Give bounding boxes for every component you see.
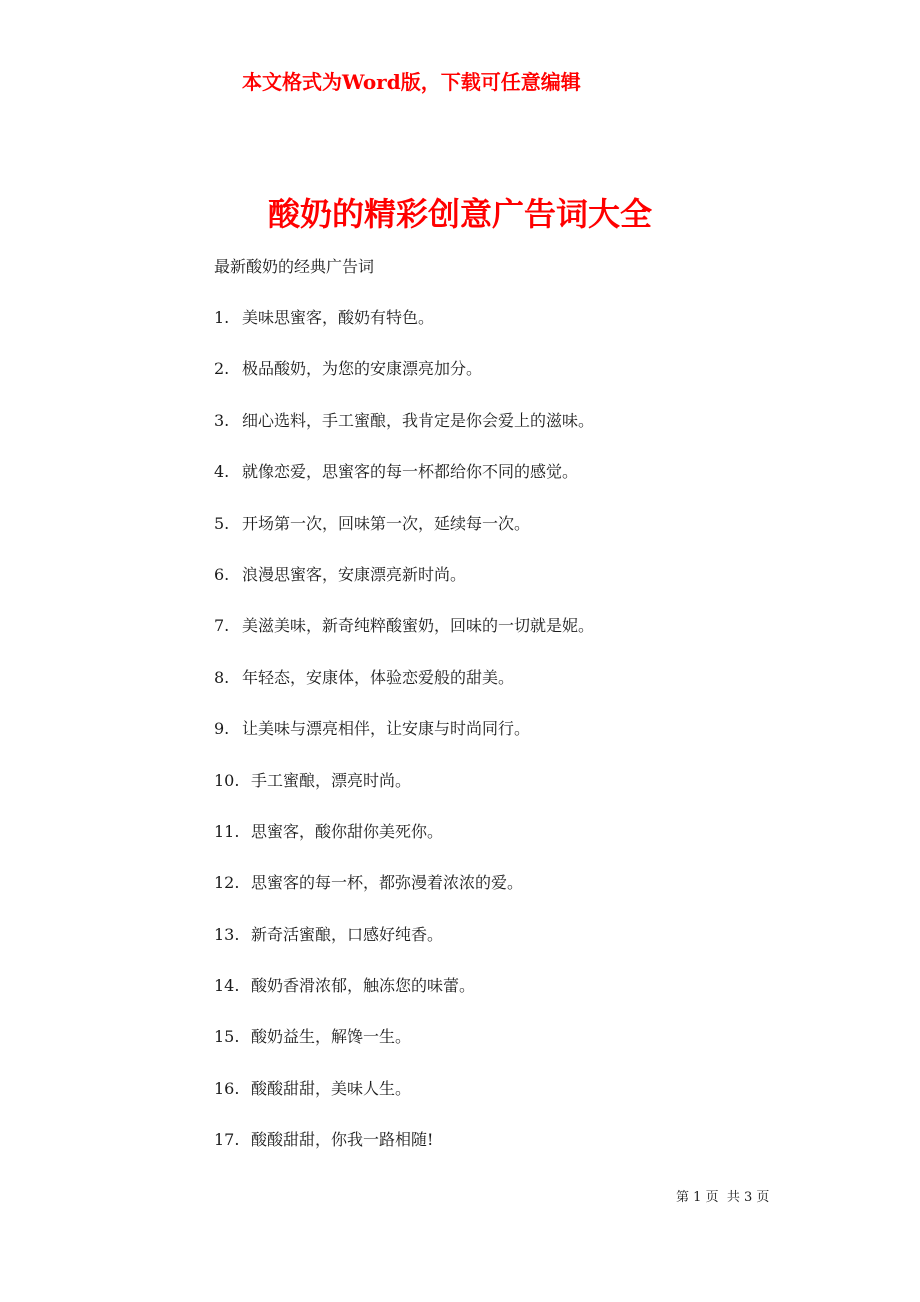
item-number: 8. <box>214 667 230 687</box>
footer-total-pages: 3 <box>743 1190 753 1205</box>
item-text: 细心选料，手工蜜酿，我肯定是你会爱上的滋味。 <box>242 410 595 430</box>
format-notice: 本文格式为Word版，下载可任意编辑 <box>242 70 581 94</box>
list-item <box>214 870 594 921</box>
list-item <box>214 665 594 716</box>
item-number: 11. <box>214 821 240 841</box>
item-number: 12. <box>214 873 240 893</box>
item-number: 9. <box>214 719 230 739</box>
item-number: 7. <box>214 616 230 636</box>
list-item <box>214 459 594 510</box>
list-item <box>214 768 594 819</box>
item-number: 17. <box>214 1130 240 1150</box>
slogan-list <box>214 305 594 1179</box>
item-number: 13. <box>214 924 240 944</box>
item-text: 极品酸奶，为您的安康漂亮加分。 <box>242 359 483 379</box>
list-item <box>214 562 594 613</box>
item-number: 6. <box>214 564 230 584</box>
item-text: 新奇活蜜酿，口感好纯香。 <box>251 924 444 944</box>
item-text: 让美味与漂亮相伴，让安康与时尚同行。 <box>242 719 531 739</box>
section-subtitle: 最新酸奶的经典广告词 <box>214 257 375 276</box>
item-text: 就像恋爱，思蜜客的每一杯都给你不同的感觉。 <box>242 462 579 482</box>
item-number: 5. <box>214 513 230 533</box>
item-number: 15. <box>214 1027 240 1047</box>
footer-mid: 页 共 <box>705 1190 740 1205</box>
list-item <box>214 356 594 407</box>
item-text: 酸酸甜甜，你我一路相随! <box>251 1130 434 1150</box>
footer-prefix: 第 <box>676 1190 690 1205</box>
item-text: 开场第一次，回味第一次，延续每一次。 <box>242 513 531 533</box>
list-item <box>214 1127 594 1178</box>
list-item <box>214 973 594 1024</box>
item-number: 2. <box>214 359 230 379</box>
item-text: 酸奶益生，解馋一生。 <box>251 1027 412 1047</box>
list-item <box>214 922 594 973</box>
item-text: 年轻态，安康体，体验恋爱般的甜美。 <box>242 667 515 687</box>
item-text: 浪漫思蜜客，安康漂亮新时尚。 <box>242 564 467 584</box>
list-item <box>214 1076 594 1127</box>
item-text: 酸酸甜甜，美味人生。 <box>251 1078 412 1098</box>
list-item <box>214 408 594 459</box>
item-text: 美滋美味，新奇纯粹酸蜜奶，回味的一切就是妮。 <box>242 616 595 636</box>
item-number: 3. <box>214 410 230 430</box>
item-text: 美味思蜜客，酸奶有特色。 <box>242 308 435 327</box>
footer-page-number: 1 <box>693 1190 702 1205</box>
page-footer <box>676 1188 769 1208</box>
item-text: 手工蜜酿，漂亮时尚。 <box>251 770 412 790</box>
footer-suffix: 页 <box>756 1190 770 1205</box>
list-item <box>214 1024 594 1075</box>
list-item <box>214 511 594 562</box>
item-text: 思蜜客的每一杯，都弥漫着浓浓的爱。 <box>251 873 524 893</box>
list-item <box>214 305 594 356</box>
item-text: 思蜜客，酸你甜你美死你。 <box>251 821 444 841</box>
item-number: 14. <box>214 976 240 996</box>
item-number: 1. <box>214 308 230 327</box>
page-title: 酸奶的精彩创意广告词大全 <box>267 195 652 233</box>
list-item <box>214 716 594 767</box>
item-number: 16. <box>214 1078 240 1098</box>
item-text: 酸奶香滑浓郁，触冻您的味蕾。 <box>251 976 476 996</box>
item-number: 10. <box>214 770 240 790</box>
list-item <box>214 613 594 664</box>
list-item <box>214 819 594 870</box>
item-number: 4. <box>214 462 230 482</box>
